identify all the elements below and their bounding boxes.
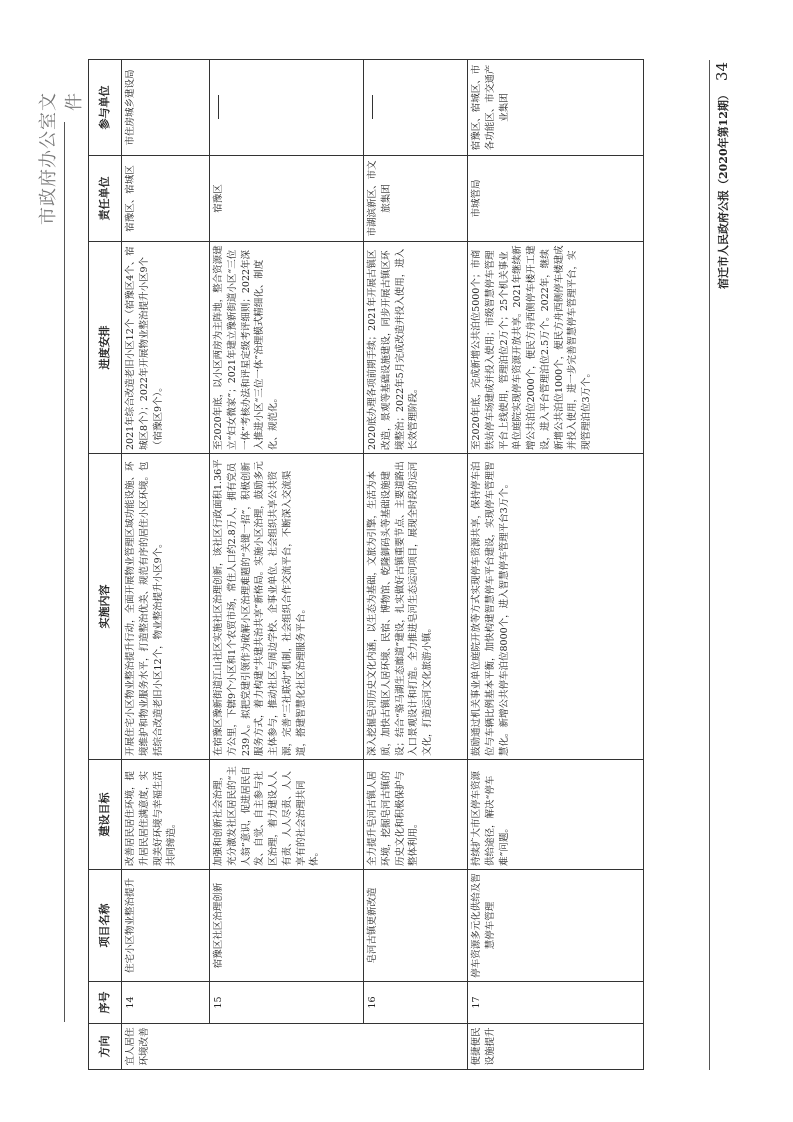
table-header-row <box>89 60 122 1070</box>
table-row <box>122 60 210 1070</box>
col-header: 实施内容 <box>89 454 122 760</box>
footer-publication: 宿迁市人民政府公报（2020年第12期） <box>717 89 730 290</box>
participating-unit-empty <box>210 60 364 156</box>
project-name: 停车资源多元化供给及智慧停车管理 <box>468 870 644 982</box>
project-schedule: 2021年综合改造老旧小区12个（宿豫区4个、宿城区8个）；2022年开展物业整治提升小区9个（宿豫区9个）。 <box>122 242 210 454</box>
project-goal: 全力提升皂河古镇人居环境，挖掘皂河古镇的历史文化和积极保护与整体利用。 <box>364 760 468 870</box>
project-content: 开展住宅小区物业整治提升行动，全面开展物业管理区域功能设施、环境维护和物业服务水平，打造整治优美、规范有序的居住小区环境。包括综合改造老旧小区12个，物业整治提升小区9个。 <box>122 454 210 760</box>
project-schedule: 2020底办理各项前期手续；2021年开展古镇区改造，景观等基础设施建设，同步开展古镇区环境整治；2022年5月完成改造并投入使用，进入长效管理阶段。 <box>364 242 468 454</box>
col-header: 责任单位 <box>89 156 122 242</box>
col-header: 序号 <box>89 982 122 1024</box>
responsible-unit: 市湖滨新区、市文旅集团 <box>364 156 468 242</box>
row-number: 14 <box>122 982 210 1024</box>
col-header: 参与单位 <box>89 60 122 156</box>
project-table <box>88 59 644 1070</box>
responsible-unit: 宿豫区、宿城区 <box>122 156 210 242</box>
direction-cell: 便捷便民设施提升 <box>468 1024 644 1070</box>
participating-unit: 市住房城乡建设局 <box>122 60 210 156</box>
table-row <box>364 60 468 1070</box>
col-header: 方向 <box>89 1024 122 1070</box>
dash-mark <box>218 96 219 120</box>
project-content: 鼓励通过机关事业单位庭院开放等方式实现停车资源共享，保持停车泊位与车辆比例基本平衡，加快构建智慧停车平台建设，实现停车管理智慧化。新增公共停车泊位8000个，进入智慧停车管理平台3万个。 <box>468 454 644 760</box>
project-name: 皂河古镇更新改造 <box>364 870 468 982</box>
header-title: 市政府办公室文件 <box>38 92 85 225</box>
row-number: 15 <box>210 982 364 1024</box>
project-goal: 改善居民居住环境，提升居民居住满意度，实现美好环境与幸福生活共同缔造。 <box>122 760 210 870</box>
project-schedule: 至2020年底，以小区两房为主阵地，整合资源建立“妇女微家”；2021年建立豫新街道小区“三位一体”考核办法和评星定级考评细则；2022年深入推进小区“三位一体”治理模式精细化、制度化、规范化。 <box>210 242 364 454</box>
table-row <box>468 60 644 1070</box>
project-schedule: 至2020年底，完成新增公共泊位5000个；市商铁站停车场建成并投入使用；市级智慧停车管理平台上线使用，管理泊位2万个；25个机关事业单位庭院实现停车资源开放共享。2021年继续新增公共泊位2000个，便民方舟西侧停车楼开工建设，进入平台管理泊位2.5万个。2022年，继续新增公共泊位1000个，便民方舟西侧停车楼建成并投入使用，进一步完善智慧停车管理平台，实现管理泊位3万个。 <box>468 242 644 454</box>
col-header: 进度安排 <box>89 242 122 454</box>
footer <box>713 62 731 522</box>
header-divider <box>64 122 65 1022</box>
project-goal: 加强和创新社会治理，充分激发社区居民的“主人翁”意识，促进居民自发、自觉、自主参与社区治理，着力建设人人有责、人人尽责、人人享有的社会治理共同体。 <box>210 760 364 870</box>
table-row <box>210 60 364 1070</box>
direction-cell: 宜人居住环境改善 <box>122 1024 468 1070</box>
col-header: 建设目标 <box>89 760 122 870</box>
project-name: 住宅小区物业整治提升 <box>122 870 210 982</box>
responsible-unit: 市城管局 <box>468 156 644 242</box>
project-name: 宿豫区社区治理创新 <box>210 870 364 982</box>
participating-unit: 宿豫区、宿城区、市各功能区、市交通产业集团 <box>468 60 644 156</box>
row-number: 16 <box>364 982 468 1024</box>
project-content: 深入挖掘皂河历史文化内涵，以生态为基础，文旅为引擎，生活为本质，加快古镇区人居环境、民宿、博物馆、乾隆御码头等基础设施建设；结合“骆马湖生态廊道”建设，扎实做好古镇重要节点、主要道路出入口景观设计和打造。全力推进皂河生态运河项目，展现全时段的运河文化，打造运河文化旅游小镇。 <box>364 454 468 760</box>
responsible-unit: 宿豫区 <box>210 156 364 242</box>
project-goal: 持续扩大市区停车资源供给途径，解决“停车难”问题。 <box>468 760 644 870</box>
dash-mark <box>372 96 373 120</box>
col-header: 项目名称 <box>89 870 122 982</box>
footer-divider <box>709 60 710 1070</box>
project-content: 在宿豫区豫新街道江山社区实施社区治理创新，该社区行政面积1.36平方公里，下辖9个小区和1个农贸市场，常住人口约2.8万人，拥有党员239人。拟把党建引领作为破解小区治理难题的“关键一招”，积极创新服务方式，着力构建“共建共治共享”新格局。实施小区治理，鼓励多元主体参与，推动社区与周边学校、企事业单位、社会组织共享公共资源，完善“三社联动”机制，社会组织合作交流平台，不断深入交流渠道，搭建智慧化社区治理服务平台。 <box>210 454 364 760</box>
row-number: 17 <box>468 982 644 1024</box>
participating-unit-empty <box>364 60 468 156</box>
page-number: 34 <box>713 62 731 82</box>
